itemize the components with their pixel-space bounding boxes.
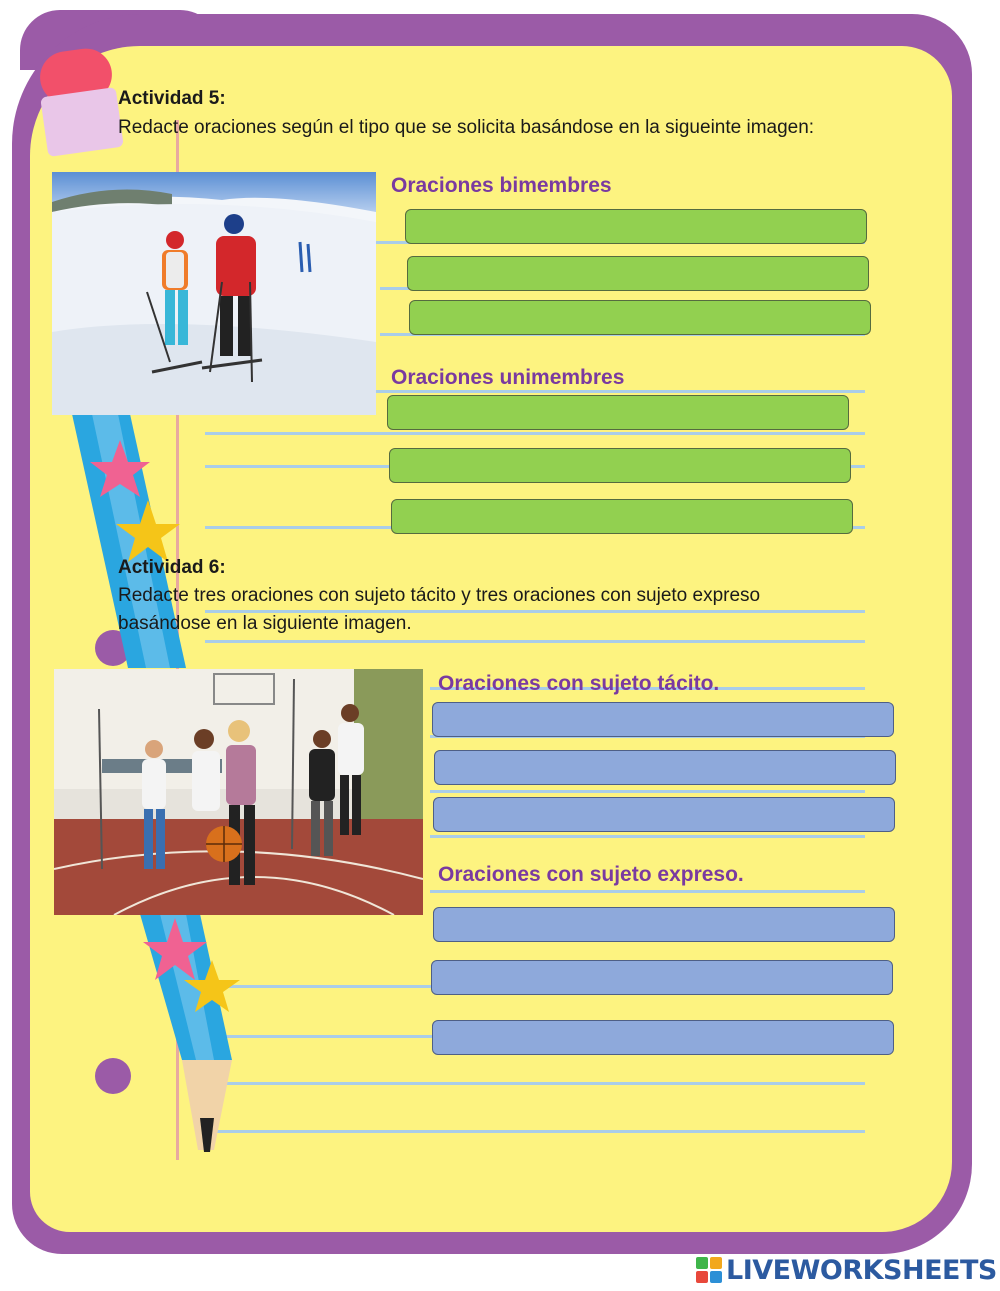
unimembres-answer-box[interactable] [389,448,851,483]
activity5-instruction: Redacte oraciones según el tipo que se solicita basándose en la sigueinte imagen: [118,117,815,138]
unimembres-answer-box[interactable] [391,499,853,534]
bimembres-answer-box[interactable] [405,209,867,244]
expreso-answer-box[interactable] [432,1020,894,1055]
activity6-title: Actividad 6: [118,557,226,578]
activity6-instruction-line1: Redacte tres oraciones con sujeto tácito y tres oraciones con sujeto expreso [118,585,761,606]
liveworksheets-brand[interactable] [696,1252,997,1288]
expreso-answer-box[interactable] [431,960,893,995]
section-expreso-heading: Oraciones con sujeto expreso. [438,863,744,886]
expreso-answer-box[interactable] [433,907,895,942]
tacito-answer-box[interactable] [434,750,896,785]
bimembres-answer-box[interactable] [409,300,871,335]
basketball-photo [54,669,423,915]
tacito-answer-box[interactable] [432,702,894,737]
ski-photo [52,172,376,415]
liveworksheets-logo-icon [696,1257,722,1283]
brand-name: LIVEWORKSHEETS [726,1254,997,1286]
section-unimembres-heading: Oraciones unimembres [391,366,625,389]
activity5-title: Actividad 5: [118,88,226,109]
section-tacito-heading: Oraciones con sujeto tácito. [438,672,720,695]
activity6-instruction-line2: basándose en la siguiente imagen. [118,613,412,634]
bimembres-answer-box[interactable] [407,256,869,291]
section-bimembres-heading: Oraciones bimembres [391,174,612,197]
tacito-answer-box[interactable] [433,797,895,832]
unimembres-answer-box[interactable] [387,395,849,430]
